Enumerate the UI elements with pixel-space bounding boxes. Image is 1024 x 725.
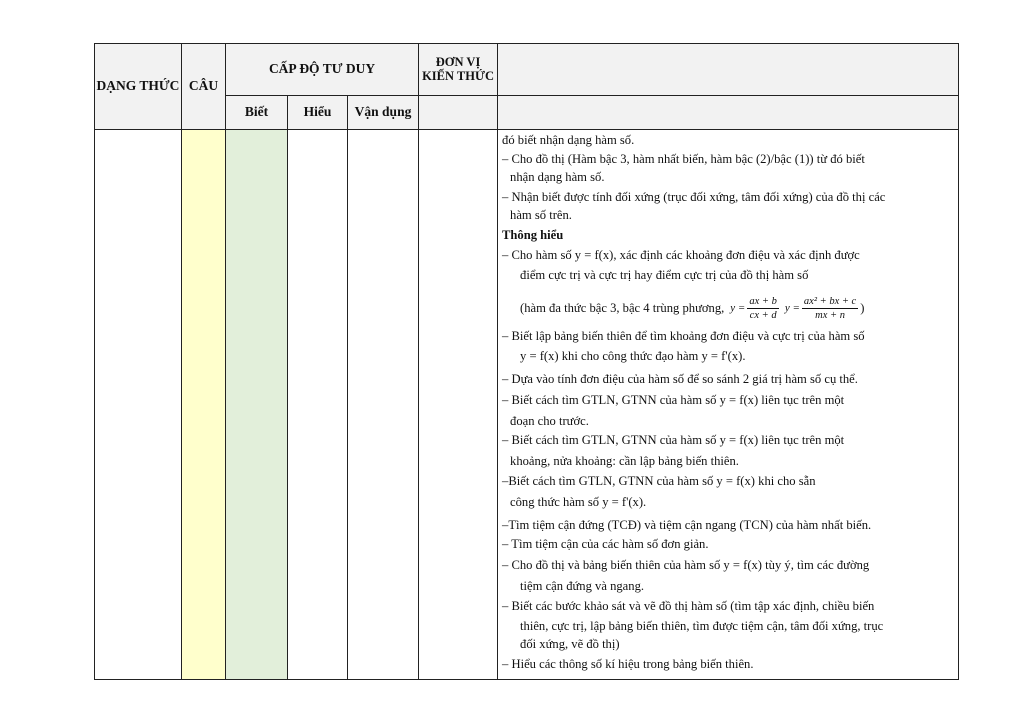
section-heading-thong-hieu: Thông hiểu (502, 228, 564, 242)
cell-don-vi (419, 130, 498, 680)
fraction-1-numerator: ax + b (749, 295, 777, 307)
content-line: –Biết cách tìm GTLN, GTNN của hàm số y = f(x) khi cho sẵn (502, 474, 816, 488)
fraction-2-numerator: ax² + bx + c (803, 295, 857, 307)
content-line: nhận dạng hàm số. (510, 170, 605, 184)
header-cau: CÂU (182, 44, 226, 130)
header-hieu: Hiểu (288, 96, 348, 130)
content-line: công thức hàm số y = f'(x). (510, 495, 647, 509)
formula-line (502, 288, 954, 328)
content-line: thiên, cực trị, lập bảng biến thiên, tìm được tiệm cận, tâm đối xứng, trục (520, 619, 884, 633)
header-don-vi-kien-thuc: ĐƠN VỊ KIẾN THỨC (419, 44, 498, 96)
content-line: – Cho hàm số y = f(x), xác định các khoảng đơn điệu và xác định được (502, 248, 860, 262)
content-line: – Nhận biết được tính đối xứng (trục đối xứng, tâm đối xứng) của đồ thị các (502, 190, 886, 204)
cell-biet (226, 130, 288, 680)
content-line: – Biết cách tìm GTLN, GTNN của hàm số y = f(x) liên tục trên một (502, 433, 845, 447)
header-blank-right (498, 96, 959, 130)
content-line: –Tìm tiệm cận đứng (TCĐ) và tiệm cận ngang (TCN) của hàm nhất biến. (502, 518, 872, 532)
cell-cau (182, 130, 226, 680)
content-line: – Biết cách tìm GTLN, GTNN của hàm số y = f(x) liên tục trên một (502, 393, 845, 407)
fraction-1 (747, 295, 779, 322)
content-line: – Cho đồ thị và bảng biến thiên của hàm số y = f(x) tùy ý, tìm các đường (502, 558, 870, 572)
formula-text: (hàm đa thức bậc 3, bậc 4 trùng phương, (520, 301, 725, 315)
content-line: – Tìm tiệm cận của các hàm số đơn giản. (502, 537, 709, 551)
formula-y1: y = (730, 302, 746, 314)
content-line: – Biết lập bảng biến thiên để tìm khoảng đơn điệu và cực trị của hàm số (502, 329, 865, 343)
fraction-2 (802, 295, 858, 322)
cell-hieu (288, 130, 348, 680)
content-line: – Biết các bước khảo sát và vẽ đồ thị hàm số (tìm tập xác định, chiều biến (502, 599, 875, 613)
content-line: đoạn cho trước. (510, 414, 589, 428)
content-line: – Hiểu các thông số kí hiệu trong bảng biến thiên. (502, 657, 754, 671)
cell-van-dung (348, 130, 419, 680)
content-line: – Dựa vào tính đơn điệu của hàm số để so sánh 2 giá trị hàm số cụ thể. (502, 372, 858, 386)
content-line: đó biết nhận dạng hàm số. (502, 133, 635, 147)
content-line: điểm cực trị và cực trị hay điểm cực trị của đồ thị hàm số (520, 268, 809, 282)
formula-y2: y = (784, 302, 800, 314)
formula-close: ) (860, 301, 865, 315)
fraction-1-denominator: cx + d (749, 309, 777, 321)
content-line: khoảng, nửa khoảng: cần lập bảng biến thiên. (510, 454, 739, 468)
cell-dang-thuc (95, 130, 182, 680)
header-cap-do-tu-duy: CẤP ĐỘ TƯ DUY (226, 44, 419, 96)
header-blank-top (498, 44, 959, 96)
content-line: – Cho đồ thị (Hàm bậc 3, hàm nhất biến, hàm bậc (2)/bậc (1)) từ đó biết (502, 152, 865, 166)
header-van-dung: Vận dụng (348, 96, 419, 130)
fraction-2-denominator: mx + n (815, 309, 845, 321)
content-line: tiệm cận đứng và ngang. (520, 579, 645, 593)
header-blank-left (419, 96, 498, 130)
content-line: y = f(x) khi cho công thức đạo hàm y = f'(x). (520, 349, 746, 363)
header-biet: Biết (226, 96, 288, 130)
cell-noi-dung (498, 130, 959, 680)
content-line: hàm số trên. (510, 208, 572, 222)
knowledge-matrix-table (94, 43, 959, 680)
header-dang-thuc: DẠNG THỨC (95, 44, 182, 130)
content-line: đối xứng, vẽ đồ thị) (520, 637, 620, 651)
